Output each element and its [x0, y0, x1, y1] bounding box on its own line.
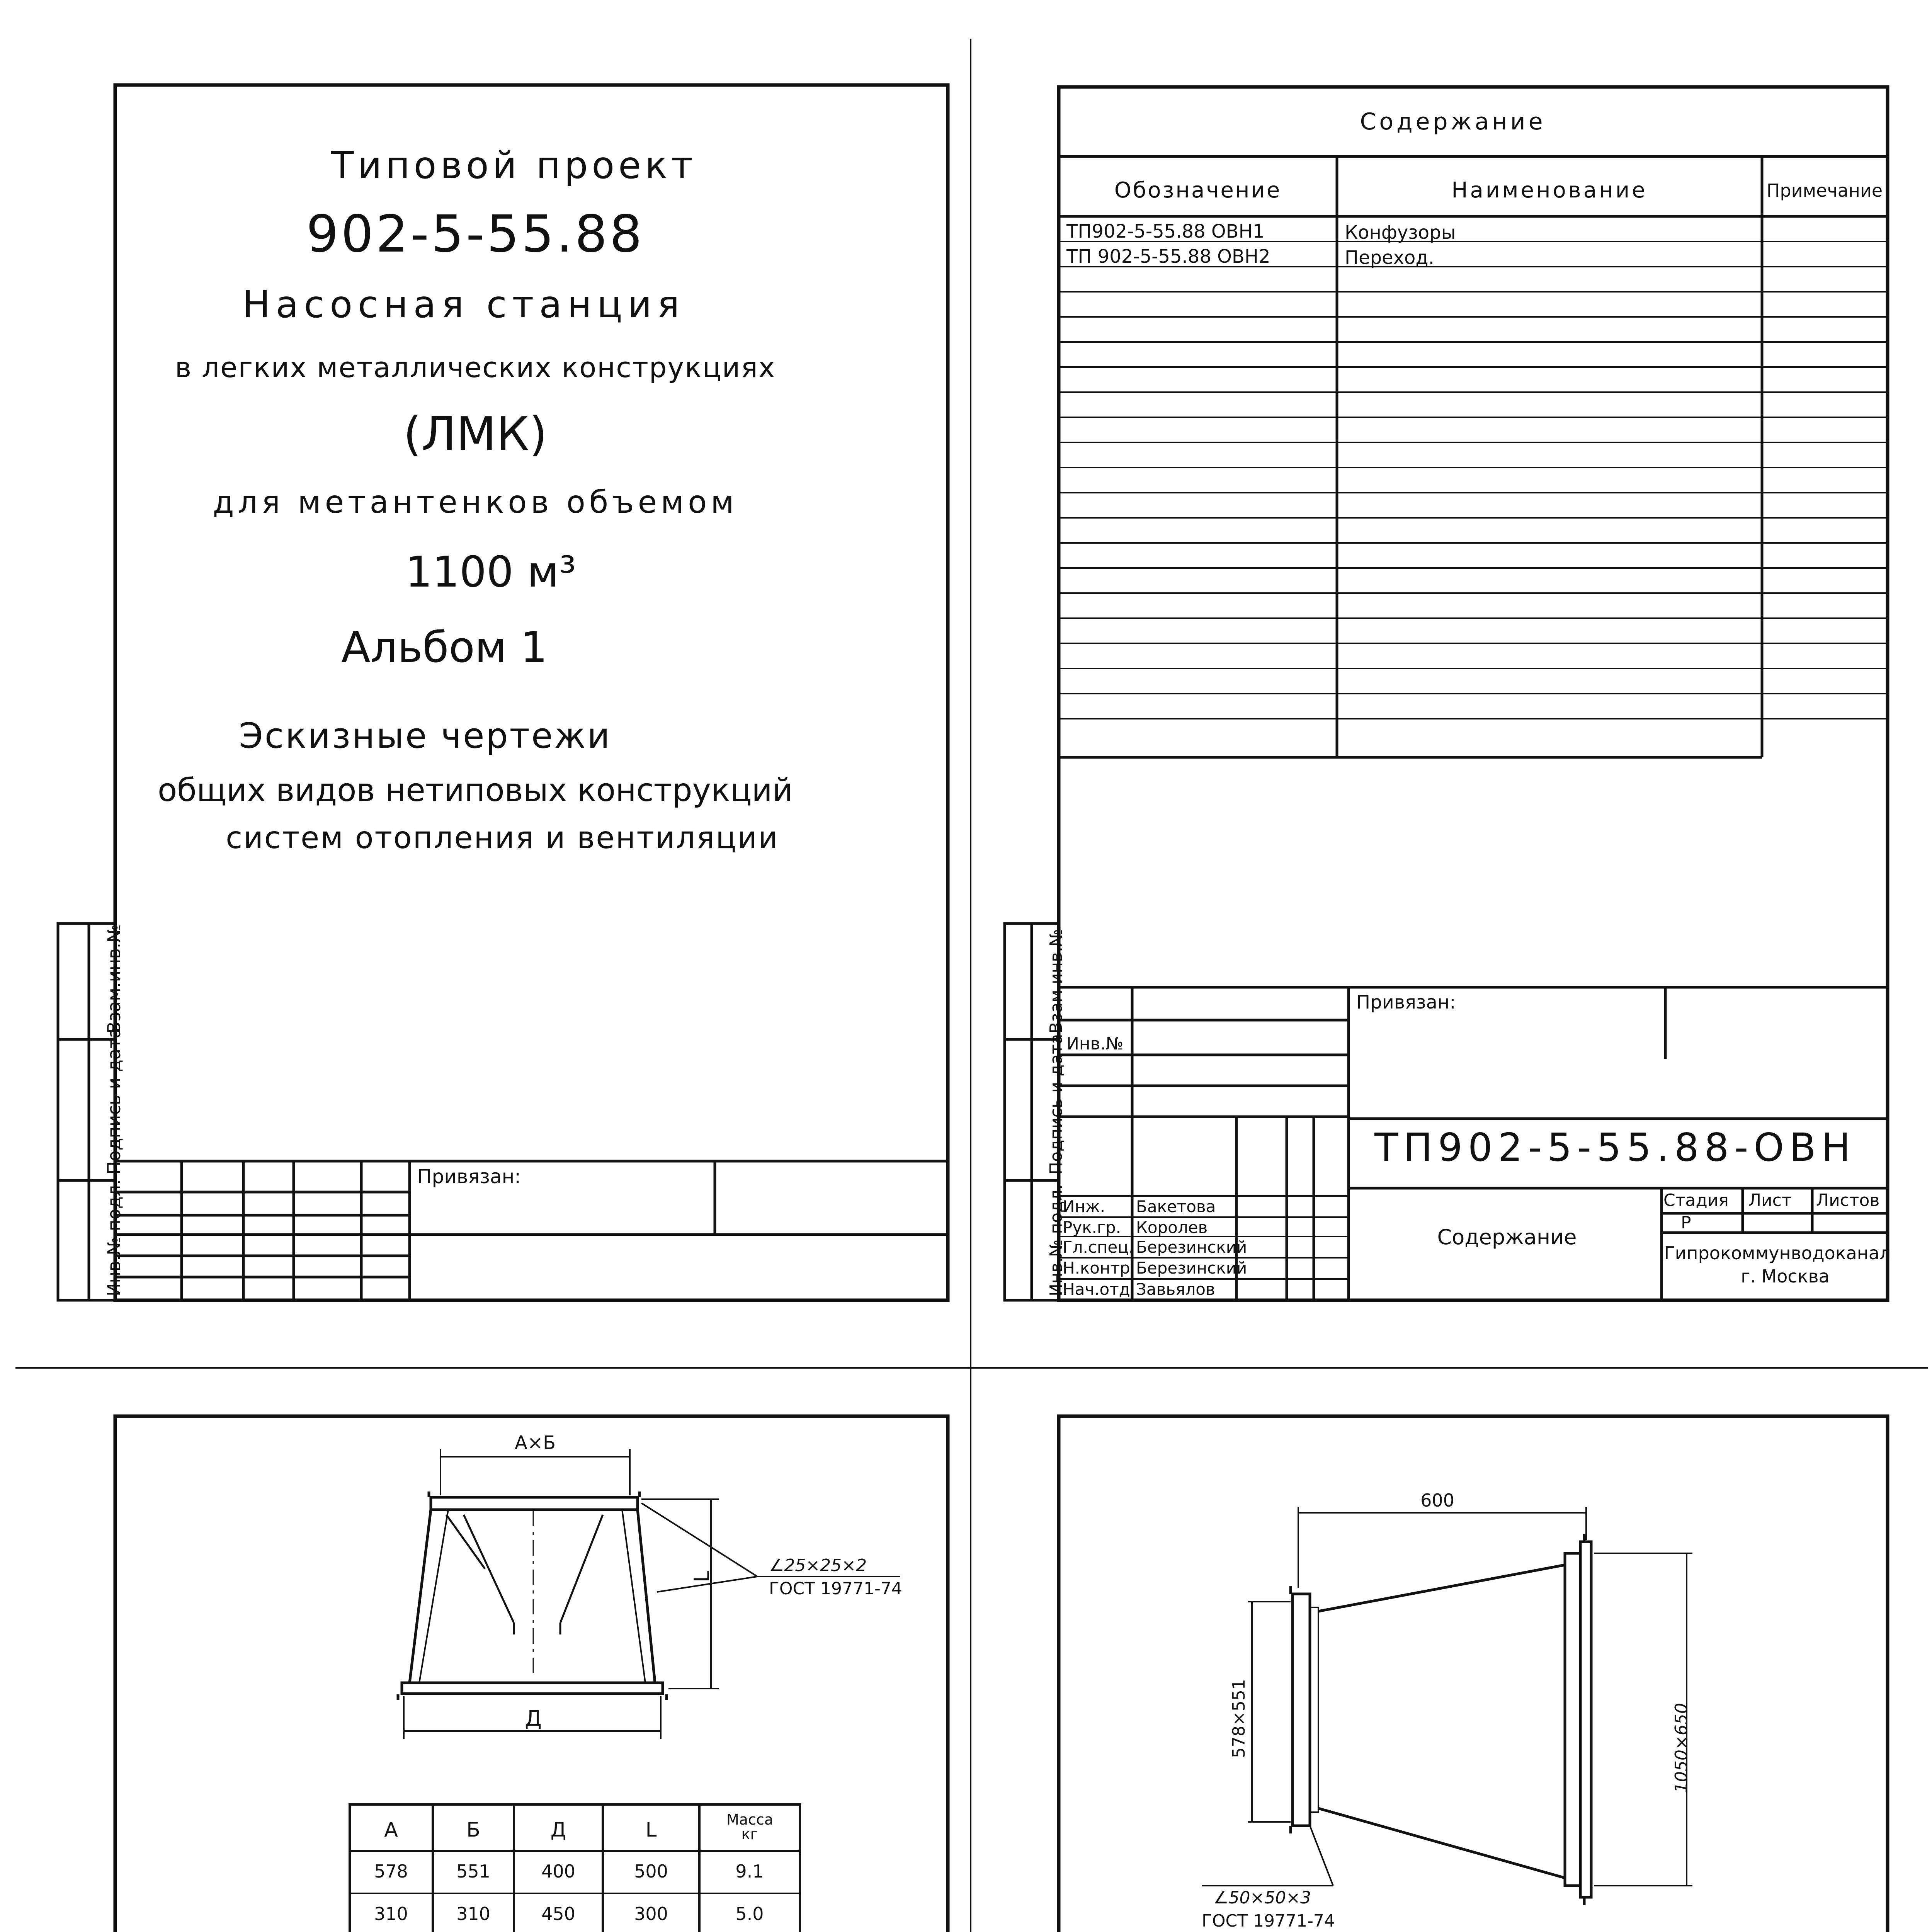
name-5: Завьялов [1136, 1280, 1215, 1299]
name-3: Березинский [1136, 1238, 1247, 1257]
dim-side: L [690, 1570, 714, 1582]
title-album: Альбом 1 [341, 622, 548, 672]
header-primechanie: Примечание [1766, 180, 1883, 201]
table-cell: 578 [374, 1861, 408, 1882]
dim-top: 600 [1420, 1490, 1454, 1511]
dim-left: 578×551 [1229, 1679, 1249, 1758]
title-line-7: 1100 м³ [405, 547, 576, 597]
privyazan-label: Привязан: [1356, 992, 1456, 1013]
angle-label-1: ∠25×25×2 [769, 1556, 867, 1575]
name-1: Бакетова [1136, 1197, 1216, 1216]
role-4: Н.контр. [1063, 1259, 1135, 1277]
contents-title: Содержание [1360, 108, 1546, 135]
table-header-a: А [384, 1818, 398, 1842]
table-cell: 5.0 [735, 1903, 764, 1924]
title-line-3: Насосная станция [242, 283, 685, 326]
title-project-number: 902-5-55.88 [306, 204, 645, 264]
table-header-l: L [645, 1818, 657, 1842]
table-cell: 400 [541, 1861, 575, 1882]
role-3: Гл.спец. [1063, 1238, 1134, 1257]
table-header-d: Д [550, 1818, 566, 1842]
title-line-9: Эскизные чертежи [239, 716, 611, 756]
contents-row-2-code: ТП 902-5-55.88 ОВН2 [1066, 246, 1270, 267]
title-line-10: общих видов нетиповых конструкций [158, 772, 793, 809]
title-line-1: Типовой проект [331, 144, 697, 187]
stage-header: Стадия [1663, 1190, 1729, 1210]
org-city: г. Москва [1741, 1266, 1830, 1287]
name-4: Березинский [1136, 1259, 1247, 1277]
angle-label-2: ГОСТ 19771-74 [1202, 1911, 1335, 1931]
table-header-b: Б [466, 1818, 480, 1842]
contents-row-2-name: Переход. [1345, 247, 1434, 269]
role-1: Инж. [1063, 1197, 1105, 1216]
angle-label-1: ∠50×50×3 [1213, 1888, 1311, 1908]
table-cell: 300 [634, 1903, 668, 1924]
sheets-header: Листов [1816, 1190, 1880, 1210]
title-line-11: систем отопления и вентиляции [226, 821, 779, 855]
privyazan-label: Привязан: [417, 1165, 521, 1188]
contents-row-1-code: ТП902-5-55.88 ОВН1 [1066, 221, 1265, 242]
side-label-vzam: Взам.инв.№ [104, 924, 124, 1034]
doc-name: Содержание [1437, 1225, 1577, 1249]
doc-code: ТП902-5-55.88-ОВН [1374, 1125, 1856, 1170]
org-name: Гипрокоммунводоканал [1664, 1243, 1891, 1264]
title-line-4: в легких металлических конструкциях [175, 351, 776, 384]
table-cell: 500 [634, 1861, 668, 1882]
table-cell: 450 [541, 1903, 575, 1924]
title-line-5: (ЛМК) [403, 408, 548, 461]
dim-bottom: Д [525, 1706, 542, 1731]
side-label-inv: Инв.№ подл. [1046, 1184, 1066, 1296]
angle-label-2: ГОСТ 19771-74 [769, 1579, 902, 1599]
table-cell: 310 [456, 1903, 490, 1924]
sheet-header: Лист [1748, 1190, 1792, 1210]
table-cell: 310 [374, 1903, 408, 1924]
contents-row-1-name: Конфузоры [1345, 222, 1456, 243]
side-label-inv: Инв.№ подл. [104, 1179, 124, 1296]
side-label-podpis: Подпись и дата [104, 1027, 124, 1175]
dim-right: 1050×650 [1672, 1703, 1691, 1793]
role-2: Рук.гр. [1063, 1218, 1121, 1237]
table-cell: 9.1 [735, 1861, 764, 1882]
stage-value: Р [1681, 1213, 1691, 1233]
role-5: Нач.отд. [1063, 1280, 1136, 1299]
name-2: Королев [1136, 1218, 1208, 1237]
side-label-vzam: Взам.инв.№ [1046, 929, 1066, 1034]
header-oboznachenie: Обозначение [1114, 178, 1282, 203]
table-header-mass: Масса кг [726, 1811, 774, 1843]
table-cell: 551 [456, 1861, 490, 1882]
inv-no-label: Инв.№ [1066, 1034, 1124, 1054]
side-label-podpis: Подпись и дата [1046, 1034, 1066, 1175]
dim-top: А×Б [515, 1432, 556, 1454]
title-line-6: для метантенков объемом [213, 484, 738, 520]
header-naimenovanie: Наименование [1451, 178, 1648, 203]
